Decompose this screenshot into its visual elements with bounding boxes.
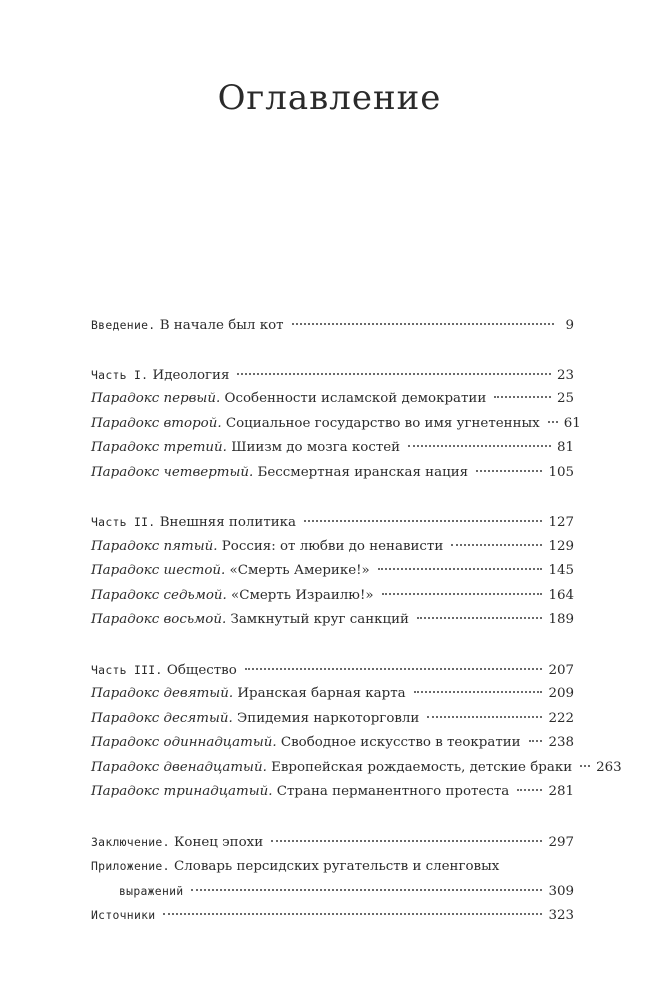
entry-title-continued: выражений: [119, 883, 184, 898]
toc-entry[interactable]: [91, 682, 574, 707]
entry-label: Парадокс восьмой.: [91, 612, 227, 627]
page-number: 222: [548, 710, 574, 726]
page-number: 105: [548, 464, 574, 480]
entry-label: Парадокс двенадцатый.: [91, 759, 267, 775]
dot-leader: [414, 691, 543, 693]
entry-label: Парадокс седьмой.: [91, 587, 227, 603]
dot-leader: [548, 421, 558, 423]
entry-title: Страна перманентного протеста: [276, 784, 510, 799]
toc-entry[interactable]: [91, 903, 574, 928]
dot-leader: [292, 323, 554, 325]
entry-label: Парадокс третий.: [91, 440, 227, 455]
toc-entry[interactable]: [91, 731, 574, 756]
dot-leader: [382, 593, 543, 595]
entry-title: Иранская барная карта: [237, 686, 406, 701]
toc-entry[interactable]: [91, 412, 581, 437]
entry-title: В начале был кот: [159, 318, 284, 333]
entry-label: Парадокс пятый.: [91, 538, 218, 554]
entry-title: Эпидемия наркоторговли: [237, 710, 420, 726]
entry-label: Парадокс четвертый.: [91, 464, 254, 480]
toc-entry[interactable]: [91, 584, 574, 609]
page-number: 81: [556, 440, 574, 455]
entry-title: Внешняя политика: [159, 515, 297, 530]
page-number: 323: [548, 908, 574, 923]
entry-label: Парадокс тринадцатый.: [91, 784, 273, 799]
dot-leader: [378, 568, 543, 570]
toc-entry[interactable]: [91, 608, 574, 633]
toc-entry[interactable]: [91, 559, 574, 584]
page-number: 129: [548, 538, 574, 554]
page-number: 189: [548, 612, 574, 627]
entry-title: Шиизм до мозга костей: [231, 440, 401, 455]
page-number: 263: [596, 759, 622, 775]
dot-leader: [494, 396, 551, 398]
entry-label: Парадокс одиннадцатый.: [91, 735, 277, 750]
toc-entry[interactable]: [91, 461, 574, 486]
page-number: 281: [548, 784, 574, 799]
dot-leader: [163, 913, 542, 915]
entry-title: Словарь персидских ругательств и сленговых: [174, 859, 500, 874]
dot-leader: [529, 740, 543, 742]
entry-label: Источники: [91, 908, 156, 922]
toc-entry[interactable]: [91, 756, 622, 781]
entry-label: Парадокс шестой.: [91, 563, 226, 578]
toc-group-part-1: [91, 363, 581, 486]
page-title: Оглавление: [217, 78, 442, 118]
toc-entry[interactable]: [91, 830, 574, 855]
page-number: 209: [548, 686, 574, 701]
toc-entry[interactable]: [91, 363, 574, 388]
entry-label: Парадокс второй.: [91, 415, 222, 431]
toc-entry[interactable]: [91, 436, 574, 461]
dot-leader: [237, 373, 551, 375]
entry-label: Часть II.: [91, 515, 156, 529]
dot-leader: [408, 445, 551, 447]
table-of-contents: [91, 313, 622, 953]
dot-leader: [517, 789, 542, 791]
entry-title: Социальное государство во имя угнетенных: [225, 415, 540, 431]
toc-group-part-2: [91, 510, 574, 633]
page-number: 127: [548, 515, 574, 530]
page-number: 207: [548, 662, 574, 678]
page-number: 23: [556, 367, 574, 383]
entry-label: Приложение.: [91, 859, 170, 873]
toc-entry[interactable]: [91, 510, 574, 535]
dot-leader: [580, 765, 590, 767]
entry-title: Идеология: [152, 367, 230, 383]
dot-leader: [271, 840, 542, 842]
entry-title: Замкнутый круг санкций: [230, 612, 409, 627]
toc-entry[interactable]: [91, 707, 574, 732]
entry-label: Часть III.: [91, 662, 163, 677]
dot-leader: [451, 544, 542, 546]
toc-entry[interactable]: [91, 780, 574, 805]
toc-entry[interactable]: [91, 535, 574, 560]
toc-entry[interactable]: [91, 658, 574, 683]
page-number: 164: [548, 587, 574, 603]
page-number: 9: [565, 318, 574, 333]
entry-title: Бессмертная иранская нация: [257, 464, 469, 480]
entry-label: Введение.: [91, 318, 156, 332]
entry-title: «Смерть Америке!»: [229, 563, 370, 578]
entry-title: Россия: от любви до ненависти: [221, 538, 444, 554]
entry-label: Парадокс первый.: [91, 391, 221, 406]
toc-group-introduction: [91, 313, 574, 338]
page-number: 297: [548, 834, 574, 850]
entry-title: Общество: [166, 662, 237, 678]
toc-group-back-matter: [91, 830, 574, 928]
page-number: 25: [556, 391, 574, 406]
entry-label: Часть I.: [91, 367, 149, 382]
entry-title: Конец эпохи: [174, 834, 264, 850]
entry-label: Парадокс девятый.: [91, 686, 234, 701]
dot-leader: [417, 617, 542, 619]
entry-label: Заключение.: [91, 834, 170, 849]
page-number: 238: [548, 735, 574, 750]
entry-title: Особенности исламской демократии: [224, 391, 487, 406]
toc-entry[interactable]: [91, 313, 574, 338]
entry-title: Свободное искусство в теократии: [280, 735, 521, 750]
entry-label: Парадокс десятый.: [91, 710, 233, 726]
toc-group-part-3: [91, 658, 622, 805]
entry-title: «Смерть Израилю!»: [231, 587, 374, 603]
toc-entry[interactable]: [91, 387, 574, 412]
dot-leader: [427, 716, 542, 718]
dot-leader: [304, 520, 542, 522]
page-number: 61: [563, 415, 581, 431]
page-number: 145: [548, 563, 574, 578]
entry-title: Европейская рождаемость, детские браки: [271, 759, 573, 775]
dot-leader: [245, 668, 543, 670]
dot-leader: [476, 470, 542, 472]
dot-leader: [191, 889, 542, 891]
toc-entry-wrapped[interactable]: [91, 854, 574, 903]
page-number: 309: [548, 883, 574, 899]
